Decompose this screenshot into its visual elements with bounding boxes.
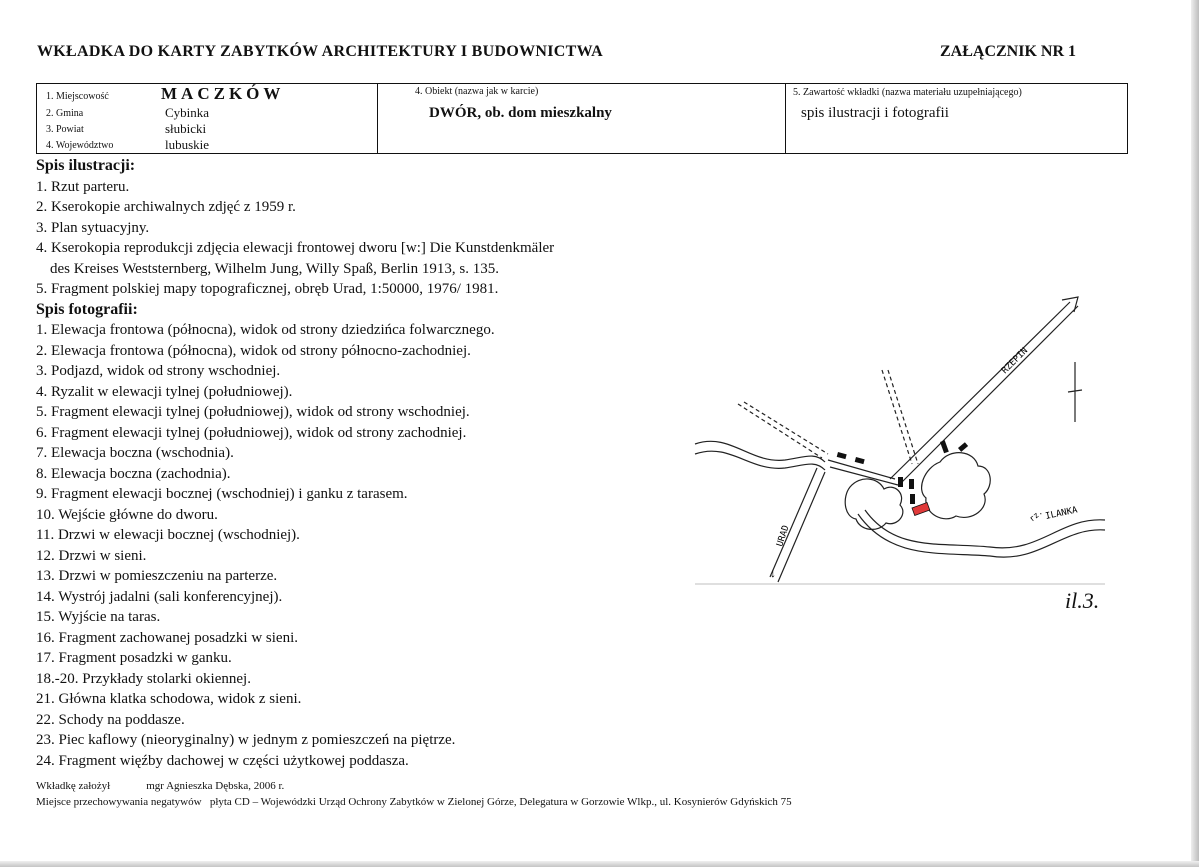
place-name: MACZKÓW bbox=[161, 84, 285, 103]
scan-edge-bottom bbox=[0, 861, 1199, 867]
road-rzepin-line bbox=[890, 302, 1070, 479]
north-arrow-icon bbox=[1068, 362, 1082, 422]
arrow-rzepin bbox=[1062, 297, 1078, 312]
list-item: 3. Podjazd, widok od strony wschodniej. bbox=[36, 363, 281, 379]
list-item: 5. Fragment polskiej mapy topograficznej, obręb Urad, 1:50000, 1976/ 1981. bbox=[36, 281, 499, 297]
list-item: 15. Wyjście na taras. bbox=[36, 609, 161, 625]
road-urad-line bbox=[770, 468, 817, 577]
gmina-value: Cybinka bbox=[165, 105, 210, 120]
photos-list bbox=[36, 320, 696, 771]
list-item: 4. Ryzalit w elewacji tylnej (południowej). bbox=[36, 383, 293, 400]
list-item: 1. Elewacja frontowa (północna), widok od strony dziedzińca folwarcznego. bbox=[36, 322, 495, 338]
powiat-label: 3. Powiat bbox=[46, 124, 84, 135]
list-item: 23. Piec kaflowy (nieoryginalny) w jednym z pomieszczeń na piętrze. bbox=[36, 732, 456, 748]
path-dashed bbox=[882, 370, 912, 464]
list-item: 9. Fragment elewacji bocznej (wschodniej) i ganku z tarasem. bbox=[36, 486, 408, 502]
column-divider bbox=[785, 84, 786, 153]
footer bbox=[36, 778, 792, 810]
list-item: 21. Główna klatka schodowa, widok z sieni. bbox=[36, 691, 302, 707]
list-item: 8. Elewacja boczna (zachodnia). bbox=[36, 465, 231, 482]
column-divider bbox=[377, 84, 378, 153]
manor-house-highlight bbox=[912, 503, 930, 516]
site-plan-sketch bbox=[690, 292, 1130, 592]
gmina-label: 2. Gmina bbox=[46, 108, 84, 119]
label-river-prefix: rz. bbox=[1027, 507, 1045, 524]
contents-label: 5. Zawartość wkładki (nazwa materiału uzupełniającego) bbox=[793, 87, 1022, 98]
lists-section bbox=[36, 156, 696, 771]
contents-value: spis ilustracji i fotografii bbox=[801, 105, 949, 121]
building-outline bbox=[958, 442, 968, 452]
tree-cluster bbox=[845, 479, 903, 529]
list-item: 7. Elewacja boczna (wschodnia). bbox=[36, 445, 234, 461]
object-value: DWÓR, ob. dom mieszkalny bbox=[429, 105, 612, 121]
author-label: Wkładkę założył bbox=[36, 780, 111, 792]
label-ilanka: ILANKA bbox=[1044, 505, 1079, 522]
building-outline bbox=[910, 494, 915, 504]
road-rzepin-line bbox=[900, 306, 1078, 484]
illustration-number: il.3. bbox=[1065, 588, 1100, 613]
list-item: 2. Kserokopie archiwalnych zdjęć z 1959 r. bbox=[36, 199, 296, 215]
list-item: 3. Plan sytuacyjny. bbox=[36, 219, 150, 236]
list-item: 10. Wejście główne do dworu. bbox=[36, 506, 218, 523]
object-label: 4. Obiekt (nazwa jak w karcie) bbox=[415, 86, 539, 97]
list-item: 17. Fragment posadzki w ganku. bbox=[36, 650, 232, 666]
label-urad: URAD bbox=[775, 524, 792, 548]
author-value: mgr Agnieszka Dębska, 2006 r. bbox=[146, 780, 285, 792]
list-item: 24. Fragment więźby dachowej w części użytkowej poddasza. bbox=[36, 752, 409, 769]
label-rzepin: RZEPIN bbox=[1000, 346, 1031, 377]
voivodeship-value: lubuskie bbox=[165, 137, 210, 152]
building-outline bbox=[837, 452, 847, 459]
list-item: 14. Wystrój jadalni (sali konferencyjnej). bbox=[36, 588, 283, 605]
arrow-urad-icon: ↓ bbox=[770, 566, 776, 580]
building-outline bbox=[855, 457, 865, 464]
list-item: 6. Fragment elewacji tylnej (południowej), widok od strony zachodniej. bbox=[36, 424, 467, 441]
author-line bbox=[36, 778, 792, 794]
list-item bbox=[36, 238, 696, 279]
path-dashed bbox=[744, 402, 828, 454]
list-item: 18.-20. Przykłady stolarki okiennej. bbox=[36, 670, 251, 687]
storage-value: płyta CD – Wojewódzki Urząd Ochrony Zabytków w Zielonej Górze, Delegatura w Gorzowie Wlkp., ul. Kosynierów Gdyńskich 75 bbox=[209, 796, 792, 808]
metadata-table bbox=[36, 83, 1128, 154]
list-item: 5. Fragment elewacji tylnej (południowej), widok od strony wschodniej. bbox=[36, 404, 470, 420]
list-item-continuation: des Kreises Weststernberg, Wilhelm Jung, Willy Spaß, Berlin 1913, s. 135. bbox=[50, 260, 499, 277]
storage-label: Miejsce przechowywania negatywów bbox=[36, 796, 202, 808]
photos-heading: Spis fotografii: bbox=[36, 300, 138, 318]
storage-line bbox=[36, 794, 792, 810]
list-item-text: 4. Kserokopia reprodukcji zdjęcia elewacji frontowej dworu [w:] Die Kunstdenkmäler bbox=[36, 240, 555, 256]
list-item: 1. Rzut parteru. bbox=[36, 178, 130, 195]
illustrations-heading: Spis ilustracji: bbox=[36, 157, 136, 174]
document-title: WKŁADKA DO KARTY ZABYTKÓW ARCHITEKTURY I BUDOWNICTWA bbox=[37, 43, 603, 60]
annex-number: ZAŁĄCZNIK NR 1 bbox=[940, 43, 1077, 60]
list-item: 11. Drzwi w elewacji bocznej (wschodniej). bbox=[36, 527, 300, 543]
scan-edge-right bbox=[1191, 0, 1199, 867]
list-item: 22. Schody na poddasze. bbox=[36, 711, 185, 728]
list-item: 2. Elewacja frontowa (północna), widok od strony północno-zachodniej. bbox=[36, 342, 471, 359]
path-dashed bbox=[738, 404, 822, 458]
building-outline bbox=[909, 479, 914, 489]
list-item: 16. Fragment zachowanej posadzki w sieni. bbox=[36, 629, 299, 646]
list-item: 12. Drzwi w sieni. bbox=[36, 547, 147, 564]
location-label: 1. Miejscowość bbox=[46, 91, 109, 102]
illustrations-list bbox=[36, 177, 696, 300]
path-dashed bbox=[888, 370, 918, 464]
tree-cluster bbox=[922, 453, 991, 519]
building-outline bbox=[940, 440, 949, 453]
stream-line bbox=[695, 451, 825, 470]
powiat-value: słubicki bbox=[165, 121, 207, 136]
list-item: 13. Drzwi w pomieszczeniu na parterze. bbox=[36, 568, 278, 584]
building-outline bbox=[898, 477, 903, 487]
voivodeship-label: 4. Województwo bbox=[46, 140, 114, 151]
